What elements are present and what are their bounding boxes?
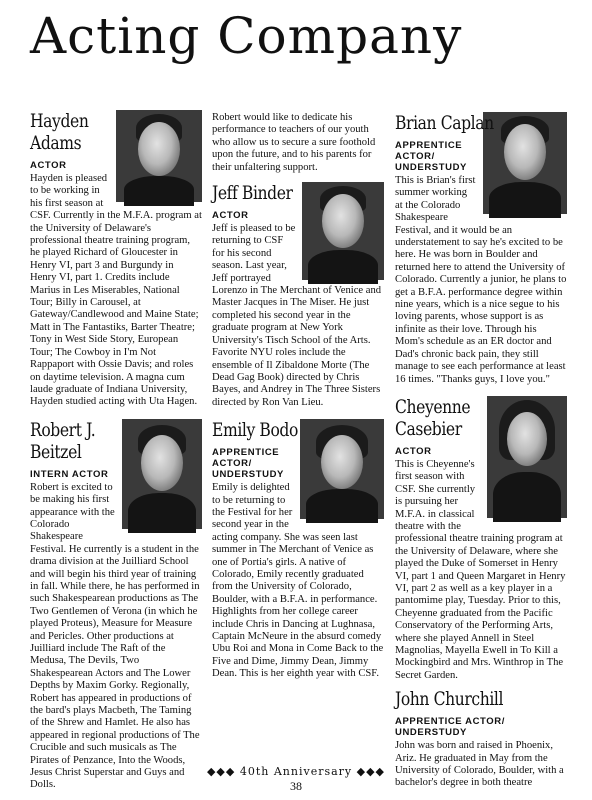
profile-bio: John was born and raised in Phoenix, Ariz. He graduated in May from the University of Colorado, Boulder, with a bachelor's degree in both theatre	[395, 740, 564, 789]
profile-bio: Robert is excited to be making his first appearance with the Colorado Shakespeare Festival. He currently is a student in the drama division at the Juilliard School and will begin his third year of training in fall. While there, he has performed in such Shakespearean productions as The Two Gentlemen of Verona (in which he played Proteus), Measure for Measure and Pericles. Other productions at Juilliard include The Raft of the Medusa, The Devils, Two Shakespearean Actors and The Lower Depths by Maxim Gorky. Regionally, Robert has appeared in productions of the bard's plays Macbeth, The Taming of the Shrew and Hamlet. He also has appeared in regional productions of The Crucible and such musicals as The Pirates of Penzance, Into the Woods, Jesus Christ Superstar and Guys and Dolls.	[30, 481, 200, 791]
profile-name: Emily Bodo	[212, 419, 298, 442]
footer-anniversary: ◆◆◆ 40th Anniversary ◆◆◆	[206, 765, 386, 778]
profile-name: Cheyenne	[395, 395, 471, 418]
profile-role: INTERN ACTOR	[30, 468, 109, 480]
profile-bio: This is Cheyenne's first season with CSF. She currently is pursuing her M.F.A. in classical theatre with the professional theatre training program at the University of Delaware, where she played the Duke of Somerset in Henry VI, part 1 and Queen Margaret in Henry VI, part 2 as well as a key player in a pantomime play, Tuesday. Prior to this, Cheyenne graduated from the Pacific Conservatory of the Performing Arts, where she played Annell in Steel Magnolias, Mayella Ewell in To Kill a Mockingbird and Mrs. Winthrop in The Secret Garden.	[395, 458, 566, 681]
profile-bio: Hayden is pleased to be working in his first season at CSF. Currently in the M.F.A. program at the University of Delaware's professional theatre training program, he played Richard of Gloucester in Henry VI, part 3 and Burgundy in Henry VI, part 1. Credits include Marius in Les Miserables, National Tour; Billy in Carousel, at Gateway/Candlewood and Maine State; Matt in The Fantastiks, Barter Theatre; Tony in West Side Story, European Tour; The Cowboy in I'm Not Rappaport with Ossie Davis; and roles on daytime television. A magna cum laude graduate of Indiana University, Hayden studied acting with Uta Hagen.	[30, 173, 202, 408]
column-right	[395, 112, 567, 790]
profile-role: APPRENTICE ACTOR/ UNDERSTUDY	[395, 140, 467, 173]
profile-role: ACTOR	[30, 160, 67, 171]
profile-name: Robert J.	[30, 418, 96, 441]
profile-name: Brian Caplan	[395, 112, 494, 134]
profile-name: Beitzel	[30, 440, 82, 463]
profile-role: ACTOR	[212, 210, 249, 222]
profile-name: Casebier	[395, 417, 462, 440]
profile-name: John Churchill	[395, 688, 504, 711]
profile-bio: Emily is delighted to be returning to the Festival for her second year in the acting company. She was seen last summer in The Merchant of Venice as one of Portia's girls. A native of Colorado, Emily recently graduated from the University of Colorado, Boulder, with a B.F.A. in performance. Highlights from her college career include Chris in Dancing at Lughnasa, Captain McNeure in the absurd comedy Ubu Roi and Mona in Come Back to the Five and Dime, Jimmy Dean, Jimmy Dean. This is her eighth year with CSF.	[212, 482, 384, 680]
profile-role: ACTOR	[395, 445, 432, 457]
page-title: Acting Company	[30, 7, 463, 65]
profile-name: Jeff Binder	[212, 182, 293, 205]
profile-bio: Jeff is pleased to be returning to CSF for his second season. Last year, Jeff portrayed Lorenzo in The Merchant of Venice and Master Jacques in The Miser. He just completed his second year in the graduate program at New York University's Tisch School of the Arts. Favorite NYU roles include the ensemble of Il Zibaldone Morte (The Dead Gag Book) directed by Chris Bayes, and Andrey in The Three Sisters directed by Ron Van Lieu.	[212, 223, 382, 408]
profile-name: Hayden	[30, 110, 89, 132]
profile-name: Adams	[30, 132, 82, 154]
profile-bio-extra: Robert would like to dedicate his performance to teachers of our youth who allow us to secure a sure foothold upon the future, and to his parents for their unfaltering support.	[212, 112, 376, 173]
profile-role: APPRENTICE ACTOR/ UNDERSTUDY	[395, 716, 505, 739]
column-left	[30, 110, 202, 791]
profile-role: APPRENTICE ACTOR/ UNDERSTUDY	[212, 447, 284, 481]
column-middle	[212, 112, 384, 712]
profile-bio: This is Brian's first summer working at the Colorado Shakespeare Festival, and it would be an understatement to say he's excited to be here. He was born in Boulder and returned here to attend the University of Colorado. Currently a junior, he plans to get a B.F.A. performance degree within nine years, which is a nice segue to his loving parents, whose support is as infinite as their love. Through his Mom's schedule as an ER doctor and Dad's chronic back pain, they still manage to see each performance at least 16 times. "Thanks guys, I love you."	[395, 175, 567, 385]
page-number: 38	[290, 779, 302, 793]
